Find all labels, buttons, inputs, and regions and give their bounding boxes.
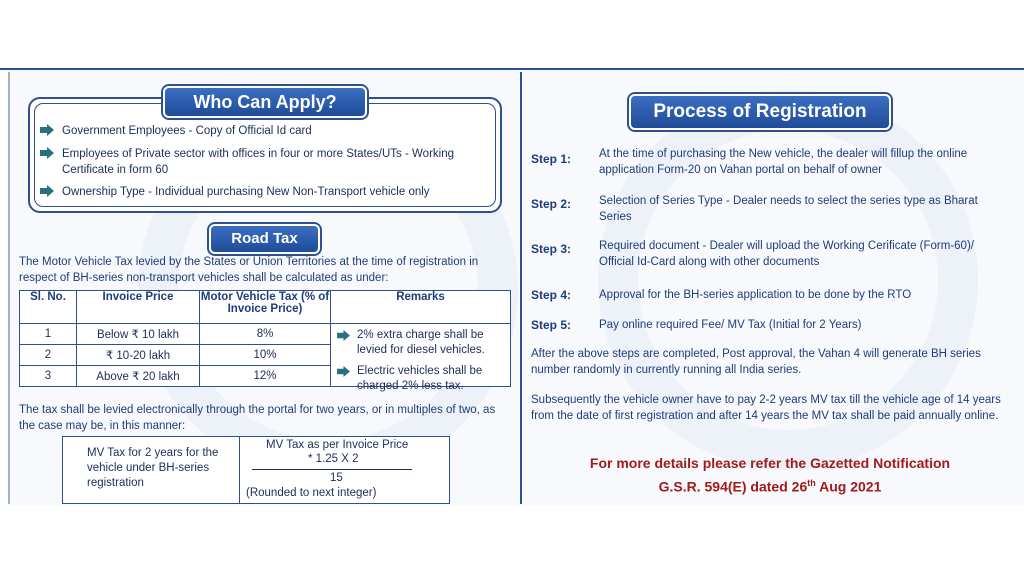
header-remarks: Remarks: [331, 291, 511, 324]
formula-top: MV Tax as per Invoice Price: [266, 439, 409, 451]
left-border: [8, 72, 10, 504]
step-label: Step 1:: [531, 152, 572, 166]
step-text: Required document - Dealer will upload the Working Cerificate (Form-60)/ Official Id-Card along with other documents: [599, 240, 974, 268]
arrow-right-icon: [40, 185, 54, 197]
who-can-apply-title: Who Can Apply?: [163, 86, 367, 118]
cell-price: Below ₹ 10 lakh: [77, 324, 200, 345]
cell-tax: 8%: [200, 324, 331, 345]
levy-text: The tax shall be levied electronically through the portal for two years, or in multiples of two, as the case may be, in this manner:: [19, 404, 496, 432]
road-tax-title: Road Tax: [209, 224, 320, 254]
subsequent-note: Subsequently the vehicle owner have to pay 2-2 years MV tax till the vehicle age of 14 years from the date of first registration and after 14 years the MV tax shall be paid annually online.: [531, 394, 1001, 422]
fraction-bar: [252, 469, 412, 470]
formula-numerator: * 1.25 X 2: [308, 453, 359, 465]
step-label: Step 5:: [531, 318, 572, 332]
formula-denominator: 15: [330, 472, 343, 484]
cell-sl: 1: [20, 324, 77, 345]
remark-item: [337, 364, 487, 394]
arrow-right-icon: [337, 366, 350, 377]
cell-sl: 2: [20, 345, 77, 366]
arrow-right-icon: [40, 147, 54, 159]
more-details-line1: For more details please refer the Gazetted Notification: [589, 455, 951, 471]
header-mv-tax: Motor Vehicle Tax (% of Invoice Price): [200, 291, 331, 324]
more-details-line2: G.S.R. 594(E) dated 26th Aug 2021: [658, 478, 882, 495]
step-label: Step 2:: [531, 197, 572, 211]
remark-text: Electric vehicles shall be charged 2% less tax.: [357, 365, 483, 392]
cell-tax: 12%: [200, 366, 331, 387]
step-text: At the time of purchasing the New vehicle, the dealer will fillup the online application Form-20 on Vahan portal on behalf of owner: [599, 148, 968, 176]
step-label: Step 4:: [531, 288, 572, 302]
road-tax-intro: The Motor Vehicle Tax levied by the States or Union Territories at the time of registration in respect of BH-series non-transport vehicles shall be calculated as under:: [19, 256, 479, 284]
eligibility-text: Ownership Type - Individual purchasing New Non-Transport vehicle only: [62, 186, 430, 198]
formula-cell: [240, 437, 450, 504]
column-divider: [520, 72, 522, 504]
table-row: [20, 324, 511, 345]
after-steps-note: After the above steps are completed, Post approval, the Vahan 4 will generate BH series number randomly in currently running all India series.: [531, 348, 981, 376]
process-title: Process of Registration: [629, 94, 891, 130]
cell-price: ₹ 10-20 lakh: [77, 345, 200, 366]
cell-sl: 3: [20, 366, 77, 387]
step-text: Selection of Series Type - Dealer needs to select the series type as Bharat Series: [599, 195, 978, 223]
remark-text: 2% extra charge shall be levied for diesel vehicles.: [357, 329, 485, 356]
step-text: Pay online required Fee/ MV Tax (Initial for 2 Years): [599, 319, 862, 331]
formula-table: [62, 436, 450, 504]
eligibility-text: Employees of Private sector with offices in four or more States/UTs - Working Certificate in form 60: [62, 148, 454, 176]
eligibility-text: Government Employees - Copy of Official Id card: [62, 125, 312, 137]
header-invoice-price: Invoice Price: [77, 291, 200, 324]
arrow-right-icon: [337, 330, 350, 341]
formula-note: (Rounded to next integer): [246, 487, 377, 499]
header-sl-no: Sl. No.: [20, 291, 77, 324]
cell-tax: 10%: [200, 345, 331, 366]
formula-label-cell: [63, 437, 240, 504]
remarks-cell: [331, 324, 511, 392]
road-tax-table: [19, 290, 511, 392]
cell-price: Above ₹ 20 lakh: [77, 366, 200, 387]
arrow-right-icon: [40, 124, 54, 136]
step-label: Step 3:: [531, 242, 572, 256]
formula-label: MV Tax for 2 years for the vehicle under BH-series registration: [87, 447, 219, 489]
remark-item: [337, 328, 487, 358]
step-text: Approval for the BH-series application to be done by the RTO: [599, 289, 912, 301]
